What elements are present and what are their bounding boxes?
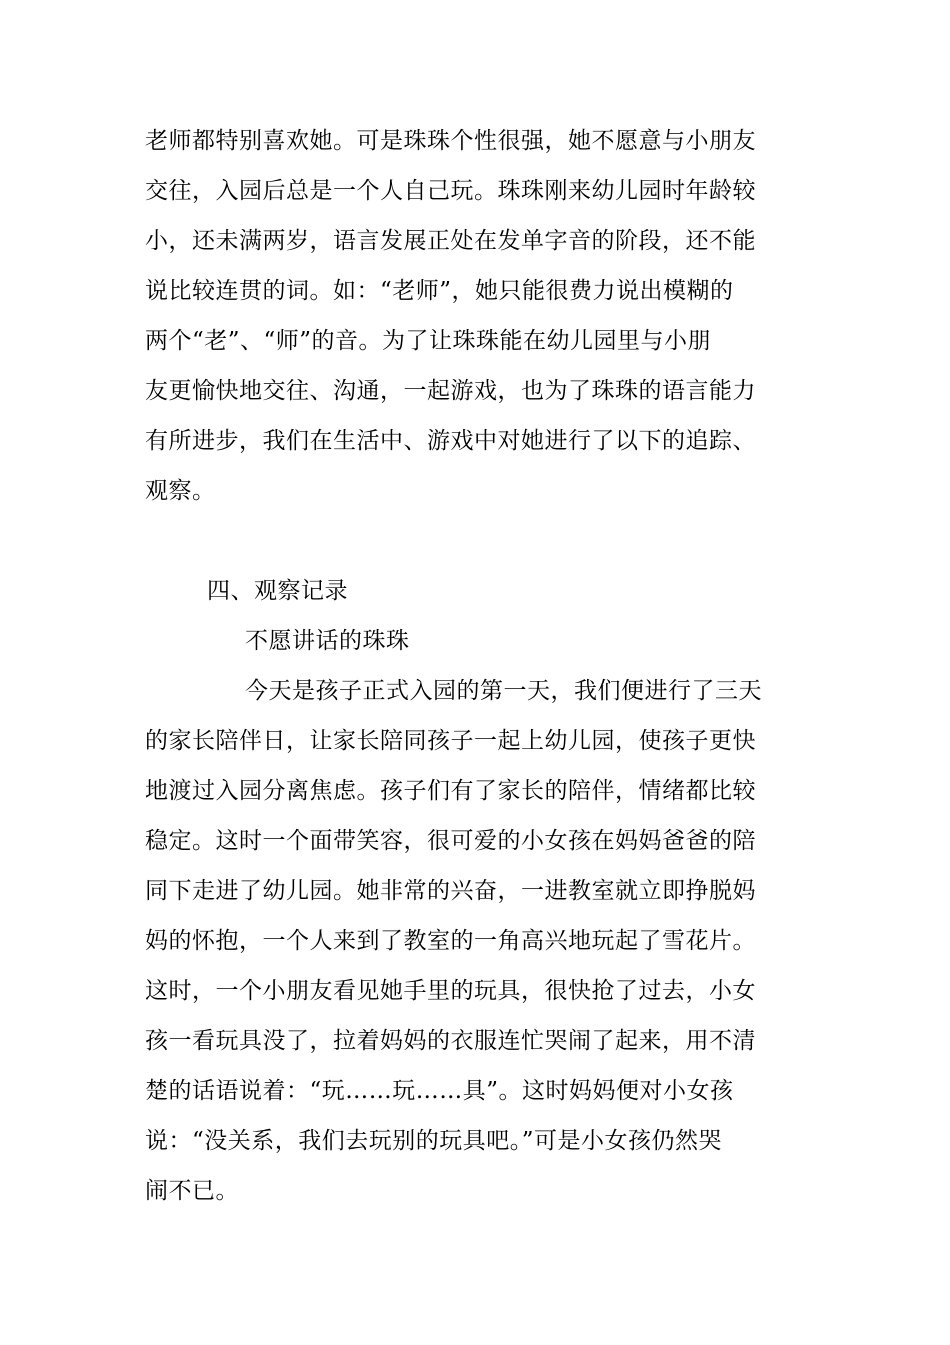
paragraph-1-line-3: 小，还未满两岁，语言发展正处在发单字音的阶段，还不能 <box>145 228 756 254</box>
paragraph-2-line-2: 的家长陪伴日，让家长陪同孩子一起上幼儿园，使孩子更快 <box>145 728 756 754</box>
paragraph-2-line-10: 说：“没关系，我们去玩别的玩具吧。”可是小女孩仍然哭 <box>145 1128 723 1154</box>
paragraph-2-line-6: 妈的怀抱，一个人来到了教室的一角高兴地玩起了雪花片。 <box>145 928 756 954</box>
paragraph-1-line-5: 两个“老”、“师”的音。为了让珠珠能在幼儿园里与小朋 <box>145 328 712 354</box>
paragraph-2-line-7: 这时，一个小朋友看见她手里的玩具，很快抢了过去，小女 <box>145 978 756 1004</box>
paragraph-1-line-8: 观察。 <box>145 478 216 504</box>
paragraph-2-line-4: 稳定。这时一个面带笑容，很可爱的小女孩在妈妈爸爸的陪 <box>145 828 756 854</box>
paragraph-1-line-4: 说比较连贯的词。如：“老师”，她只能很费力说出模糊的 <box>145 278 734 304</box>
section-heading: 四、观察记录 <box>207 578 348 604</box>
paragraph-1-line-6: 友更愉快地交往、沟通，一起游戏，也为了珠珠的语言能力 <box>145 378 756 404</box>
paragraph-2-line-1: 今天是孩子正式入园的第一天，我们便进行了三天 <box>245 678 762 704</box>
paragraph-2-line-9: 楚的话语说着：“玩……玩……具”。这时妈妈便对小女孩 <box>145 1078 734 1104</box>
paragraph-1-line-2: 交往，入园后总是一个人自己玩。珠珠刚来幼儿园时年龄较 <box>145 178 756 204</box>
paragraph-2-line-8: 孩一看玩具没了，拉着妈妈的衣服连忙哭闹了起来，用不清 <box>145 1028 756 1054</box>
paragraph-2-line-5: 同下走进了幼儿园。她非常的兴奋，一进教室就立即挣脱妈 <box>145 878 756 904</box>
record-title: 不愿讲话的珠珠 <box>245 628 410 654</box>
paragraph-1-line-7: 有所进步，我们在生活中、游戏中对她进行了以下的追踪、 <box>145 428 756 454</box>
paragraph-2-line-11: 闹不已。 <box>145 1178 239 1204</box>
paragraph-2-line-3: 地渡过入园分离焦虑。孩子们有了家长的陪伴，情绪都比较 <box>145 778 756 804</box>
paragraph-1-line-1: 老师都特别喜欢她。可是珠珠个性很强，她不愿意与小朋友 <box>145 128 756 154</box>
